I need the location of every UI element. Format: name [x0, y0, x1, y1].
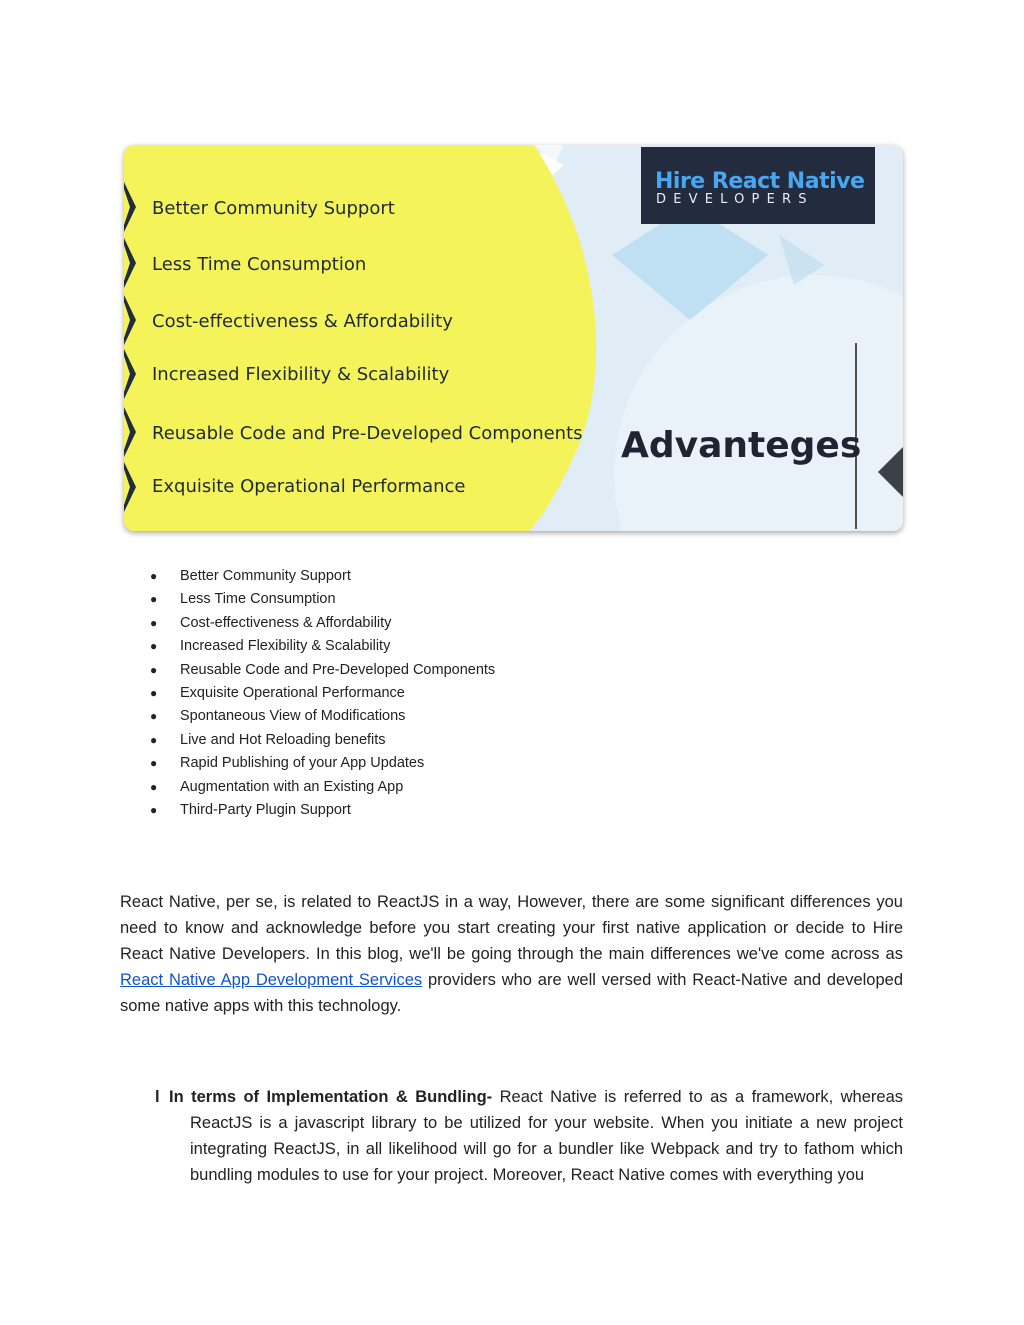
- advantages-list: [150, 566, 495, 823]
- section-body: React Native is referred to as a framework, whereas ReactJS is a javascript library to be utilized for your website. When you initiate a new project integrating ReactJS, in all likelihood will go for a bundler like Webpack and try to fathom which bundling modules to use for your project. Moreover, React Native comes with everything you: [190, 1088, 903, 1184]
- list-item: [150, 613, 495, 636]
- list-item: [150, 636, 495, 659]
- paragraph-text-end: providers who are well versed with React-Native and developed some native apps with this technology.: [120, 971, 903, 1015]
- list-item: [150, 589, 495, 612]
- logo-subtitle: DEVELOPERS: [656, 192, 814, 207]
- list-item-text: Exquisite Operational Performance: [180, 684, 405, 701]
- banner-feature: Less Time Consumption: [152, 254, 367, 275]
- hire-developers-logo: [641, 147, 875, 224]
- bullet-icon: ●: [150, 732, 158, 747]
- list-item: [150, 777, 495, 800]
- bullet-icon: ●: [150, 592, 158, 607]
- list-item-text: Increased Flexibility & Scalability: [180, 638, 391, 655]
- banner-heading: Advanteges: [621, 425, 862, 466]
- bullet-icon: ●: [150, 756, 158, 771]
- app-development-services-link[interactable]: React Native App Development Services: [120, 971, 423, 989]
- banner-feature: Reusable Code and Pre-Developed Components: [152, 423, 583, 444]
- list-item-text: Live and Hot Reloading benefits: [180, 731, 386, 748]
- list-item-text: Less Time Consumption: [180, 591, 336, 608]
- list-item: [150, 730, 495, 753]
- banner-feature: Increased Flexibility & Scalability: [152, 364, 450, 385]
- banner-feature: Exquisite Operational Performance: [152, 476, 466, 497]
- list-item-text: Cost-effectiveness & Affordability: [180, 614, 392, 631]
- banner-feature: Better Community Support: [152, 198, 395, 219]
- list-item-text: Spontaneous View of Modifications: [180, 708, 406, 725]
- list-item: [150, 706, 495, 729]
- bullet-icon: ●: [150, 779, 158, 794]
- list-item: [150, 660, 495, 683]
- bullet-icon: ●: [150, 569, 158, 583]
- list-item: [150, 753, 495, 776]
- bullet-icon: ●: [150, 709, 158, 724]
- bullet-icon: ●: [150, 802, 158, 817]
- intro-paragraph: [120, 889, 903, 1019]
- implementation-section: [169, 1084, 903, 1188]
- banner-feature: Cost-effectiveness & Affordability: [152, 311, 453, 332]
- list-item-text: Reusable Code and Pre-Developed Components: [180, 661, 496, 678]
- bullet-icon: ●: [150, 662, 158, 677]
- section-heading: In terms of Implementation & Bundling-: [169, 1088, 493, 1106]
- logo-title: Hire React Native: [655, 169, 865, 194]
- section-marker: l: [155, 1088, 160, 1106]
- list-item-text: Third-Party Plugin Support: [180, 801, 351, 818]
- bullet-icon: ●: [150, 685, 158, 700]
- list-item-text: Augmentation with an Existing App: [180, 778, 404, 795]
- list-item: [150, 683, 495, 706]
- list-item-text: Better Community Support: [180, 568, 351, 584]
- bullet-icon: ●: [150, 615, 158, 630]
- advantages-banner: [124, 145, 903, 531]
- paragraph-text: React Native, per se, is related to ReactJS in a way, However, there are some significant differences you need to know and acknowledge before you start creating your first native application or decide to Hire React Native Developers. In this blog, we'll be going through the main differences we've come across as: [120, 893, 903, 963]
- list-item-text: Rapid Publishing of your App Updates: [180, 755, 425, 772]
- list-item: [150, 566, 495, 589]
- bullet-icon: ●: [150, 639, 158, 654]
- list-item: [150, 800, 495, 823]
